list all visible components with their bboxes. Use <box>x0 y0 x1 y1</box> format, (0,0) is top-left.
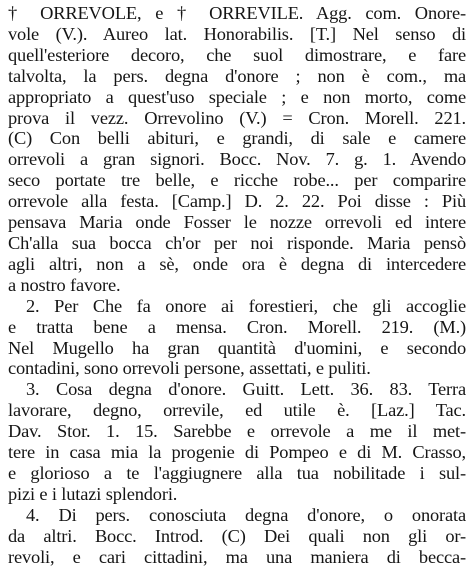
sense-line: 2. Per Che fa onore ai forestieri, che gli accoglie <box>26 295 466 316</box>
entry-line: orrevoli a gran signori. Bocc. Nov. 7. g. 1. Avendo <box>8 149 466 170</box>
entry-line: talvolta, la pers. degna d'onore ; non è com., ma <box>8 65 466 86</box>
sense-line: 3. Cosa degna d'onore. Guitt. Lett. 36. 83. Terra <box>26 379 466 400</box>
entry-line: pensava Maria onde Fosser le nozze orrevoli ed intere <box>8 212 466 233</box>
sense-line: Dav. Stor. 1. 15. Sarebbe e orrevole a me il met- <box>8 421 466 442</box>
sense-line: contadini, sono orrevoli persone, assettati, e puliti. <box>8 358 371 379</box>
sense-line: revoli, e cari cittadini, ma una maniera di becca- <box>8 546 466 567</box>
sense-line: Nel Mugello ha gran quantità d'uomini, e secondo <box>8 337 466 358</box>
sense-line: lavorare, degno, orrevile, ed utile è. [Laz.] Tac. <box>8 400 466 421</box>
entry-line: agli altri, non a sè, onde ora è degna di intercedere <box>8 253 466 274</box>
entry-headword-line: † ORREVOLE, e † ORREVILE. Agg. com. Onore- <box>8 3 466 23</box>
entry-line: Ch'alla sua bocca ch'or per noi risponde. Maria pensò <box>8 232 466 253</box>
entry-line: vole (V.). Aureo lat. Honorabilis. [T.] Nel senso di <box>8 23 466 44</box>
sense-line: e glorioso a te l'aggiugnere alla tua nobilitade i sul- <box>8 462 466 483</box>
entry-line: prova il vezz. Orrevolino (V.) = Cron. Morell. 221. <box>8 107 466 128</box>
sense-line: pizi e i lutazi splendori. <box>8 483 178 504</box>
sense-line: e tratta bene a mensa. Cron. Morell. 219. (M.) <box>8 316 466 337</box>
sense-line: 4. Di pers. conosciuta degna d'onore, o onorata <box>26 504 466 525</box>
sense-line: da altri. Bocc. Introd. (C) Dei quali non gli or- <box>8 525 466 546</box>
entry-line: appropriato a quest'uso speciale ; e non morto, come <box>8 86 466 107</box>
entry-line: seco portate tre belle, e ricche robe... per comparire <box>8 170 466 191</box>
sense-4 <box>8 505 466 568</box>
entry-line: a nostro favore. <box>8 274 121 295</box>
entry-orrevole <box>8 3 466 296</box>
sense-line: tere in casa mia la progenie di Pompeo e di M. Crasso, <box>8 442 466 463</box>
entry-line: quell'esteriore decoro, che suol dimostrare, e fare <box>8 44 466 65</box>
sense-3 <box>8 379 466 504</box>
entry-line: (C) Con belli abituri, e grandi, di sale e camere <box>8 128 466 149</box>
sense-2 <box>8 296 466 380</box>
entry-line: orrevole alla festa. [Camp.] D. 2. 22. Poi disse : Più <box>8 191 466 212</box>
